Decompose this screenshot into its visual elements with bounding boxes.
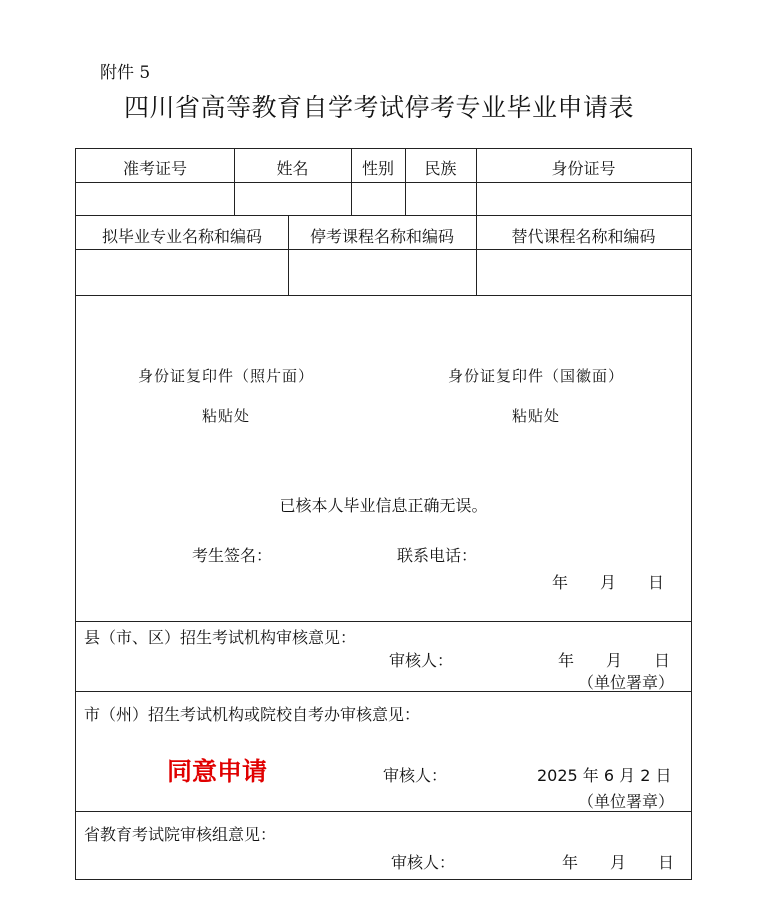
header-substitute-course: 替代课程名称和编码 bbox=[511, 227, 656, 246]
confirmation-text: 已核本人毕业信息正确无误。 bbox=[279, 496, 488, 515]
candidate-signature-label: 考生签名： bbox=[192, 546, 273, 565]
row-divider bbox=[76, 182, 691, 183]
header-major: 拟毕业专业名称和编码 bbox=[101, 227, 262, 246]
row-divider bbox=[76, 215, 691, 216]
header-stopped-course: 停考课程名称和编码 bbox=[309, 227, 454, 246]
county-opinion-label: 县（市、区）招生考试机构审核意见： bbox=[84, 628, 357, 647]
province-opinion-label: 省教育考试院审核组意见： bbox=[84, 825, 277, 844]
attachment-label: 附件 5 bbox=[100, 63, 151, 83]
paste-here-front: 粘贴处 bbox=[201, 407, 250, 425]
paste-here-back: 粘贴处 bbox=[511, 407, 560, 425]
id-back-label: 身份证复印件（国徽面） bbox=[447, 367, 624, 385]
application-form-table bbox=[75, 148, 692, 880]
county-seal-label: （单位署章） bbox=[578, 673, 675, 692]
province-reviewer-label: 审核人： bbox=[391, 853, 456, 872]
header-gender: 性别 bbox=[361, 159, 394, 178]
province-date: 年 月 日 bbox=[562, 853, 675, 872]
header-ethnicity: 民族 bbox=[424, 159, 457, 178]
header-id-number: 身份证号 bbox=[551, 159, 616, 178]
city-opinion-label: 市（州）招生考试机构或院校自考办审核意见： bbox=[84, 705, 421, 724]
county-reviewer-label: 审核人： bbox=[389, 651, 454, 670]
city-date: 2025 年 6 月 2 日 bbox=[537, 766, 672, 785]
candidate-date: 年 月 日 bbox=[552, 573, 665, 592]
row-divider bbox=[76, 621, 691, 622]
row-divider bbox=[76, 295, 691, 296]
contact-phone-label: 联系电话： bbox=[397, 546, 478, 565]
county-date: 年 月 日 bbox=[558, 651, 671, 670]
header-name: 姓名 bbox=[276, 159, 309, 178]
city-seal-label: （单位署章） bbox=[578, 792, 675, 811]
page-title: 四川省高等教育自学考试停考专业毕业申请表 bbox=[123, 93, 634, 122]
decision-text: 同意申请 bbox=[167, 757, 268, 786]
header-exam-number: 准考证号 bbox=[122, 159, 187, 178]
city-reviewer-label: 审核人： bbox=[383, 766, 448, 785]
id-front-label: 身份证复印件（照片面） bbox=[137, 367, 314, 385]
row-divider bbox=[76, 249, 691, 250]
